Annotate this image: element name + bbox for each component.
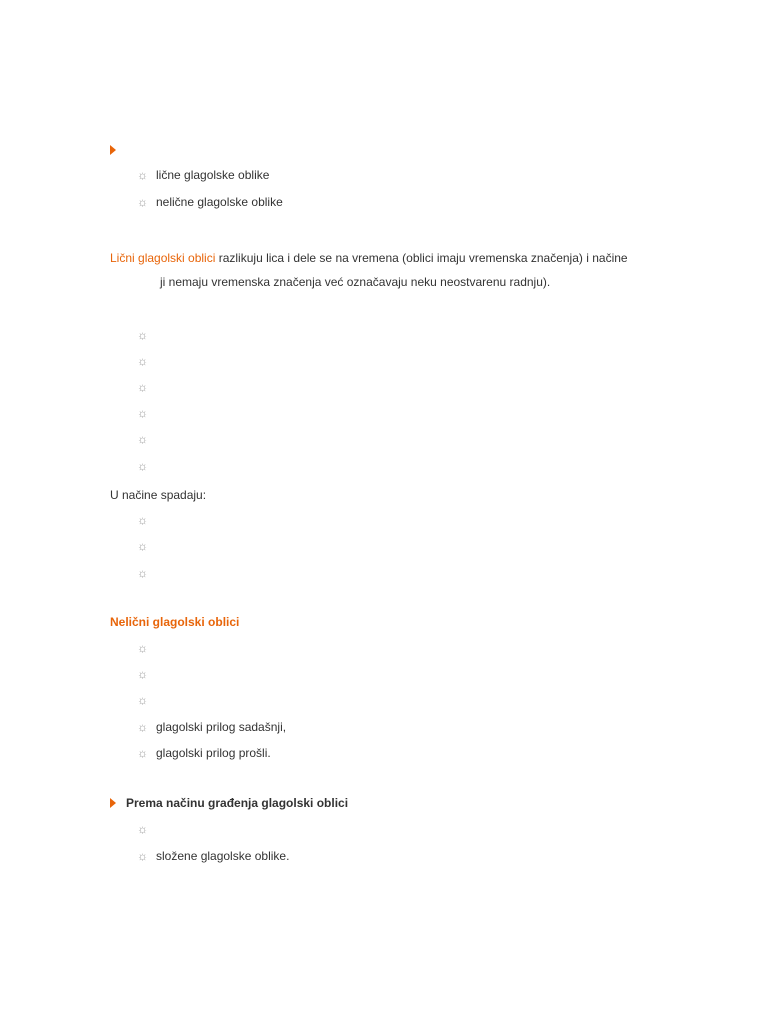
sun-bullet-icon: ☼ [137, 746, 148, 760]
triangle-bullet-icon [110, 798, 116, 808]
sun-bullet-icon: ☼ [137, 539, 148, 553]
sun-bullet-icon: ☼ [137, 566, 148, 580]
sun-bullet-icon: ☼ [137, 432, 148, 446]
licni-paragraph-line-1 [110, 251, 628, 265]
licni-term: Lični glagolski oblici [110, 251, 216, 265]
nacini-label: U načine spadaju: [110, 488, 207, 502]
list-item: glagolski prilog prošli. [156, 746, 271, 760]
list-item: složene glagolske oblike. [156, 849, 290, 863]
sun-bullet-icon: ☼ [137, 667, 148, 681]
sun-bullet-icon: ☼ [137, 168, 148, 182]
sun-bullet-icon: ☼ [137, 380, 148, 394]
sun-bullet-icon: ☼ [137, 641, 148, 655]
triangle-bullet-icon [110, 145, 116, 155]
licni-text: razlikuju lica i dele se na vremena (oblici imaju vremenska značenja) i načine [215, 251, 628, 265]
sun-bullet-icon: ☼ [137, 822, 148, 836]
sun-bullet-icon: ☼ [137, 693, 148, 707]
sun-bullet-icon: ☼ [137, 720, 148, 734]
sun-bullet-icon: ☼ [137, 849, 148, 863]
sun-bullet-icon: ☼ [137, 328, 148, 342]
sun-bullet-icon: ☼ [137, 513, 148, 527]
list-item: glagolski prilog sadašnji, [156, 720, 287, 734]
licni-paragraph-line-2: ji nemaju vremenska značenja već označavaju neku neostvarenu radnju). [160, 275, 551, 289]
list-item: nelične glagolske oblike [156, 195, 283, 209]
nelicni-heading: Nelični glagolski oblici [110, 615, 240, 629]
sun-bullet-icon: ☼ [137, 459, 148, 473]
sun-bullet-icon: ☼ [137, 195, 148, 209]
sun-bullet-icon: ☼ [137, 354, 148, 368]
gradjenje-heading: Prema načinu građenja glagolski oblici [126, 796, 349, 810]
sun-bullet-icon: ☼ [137, 406, 148, 420]
list-item: lične glagolske oblike [156, 168, 270, 182]
